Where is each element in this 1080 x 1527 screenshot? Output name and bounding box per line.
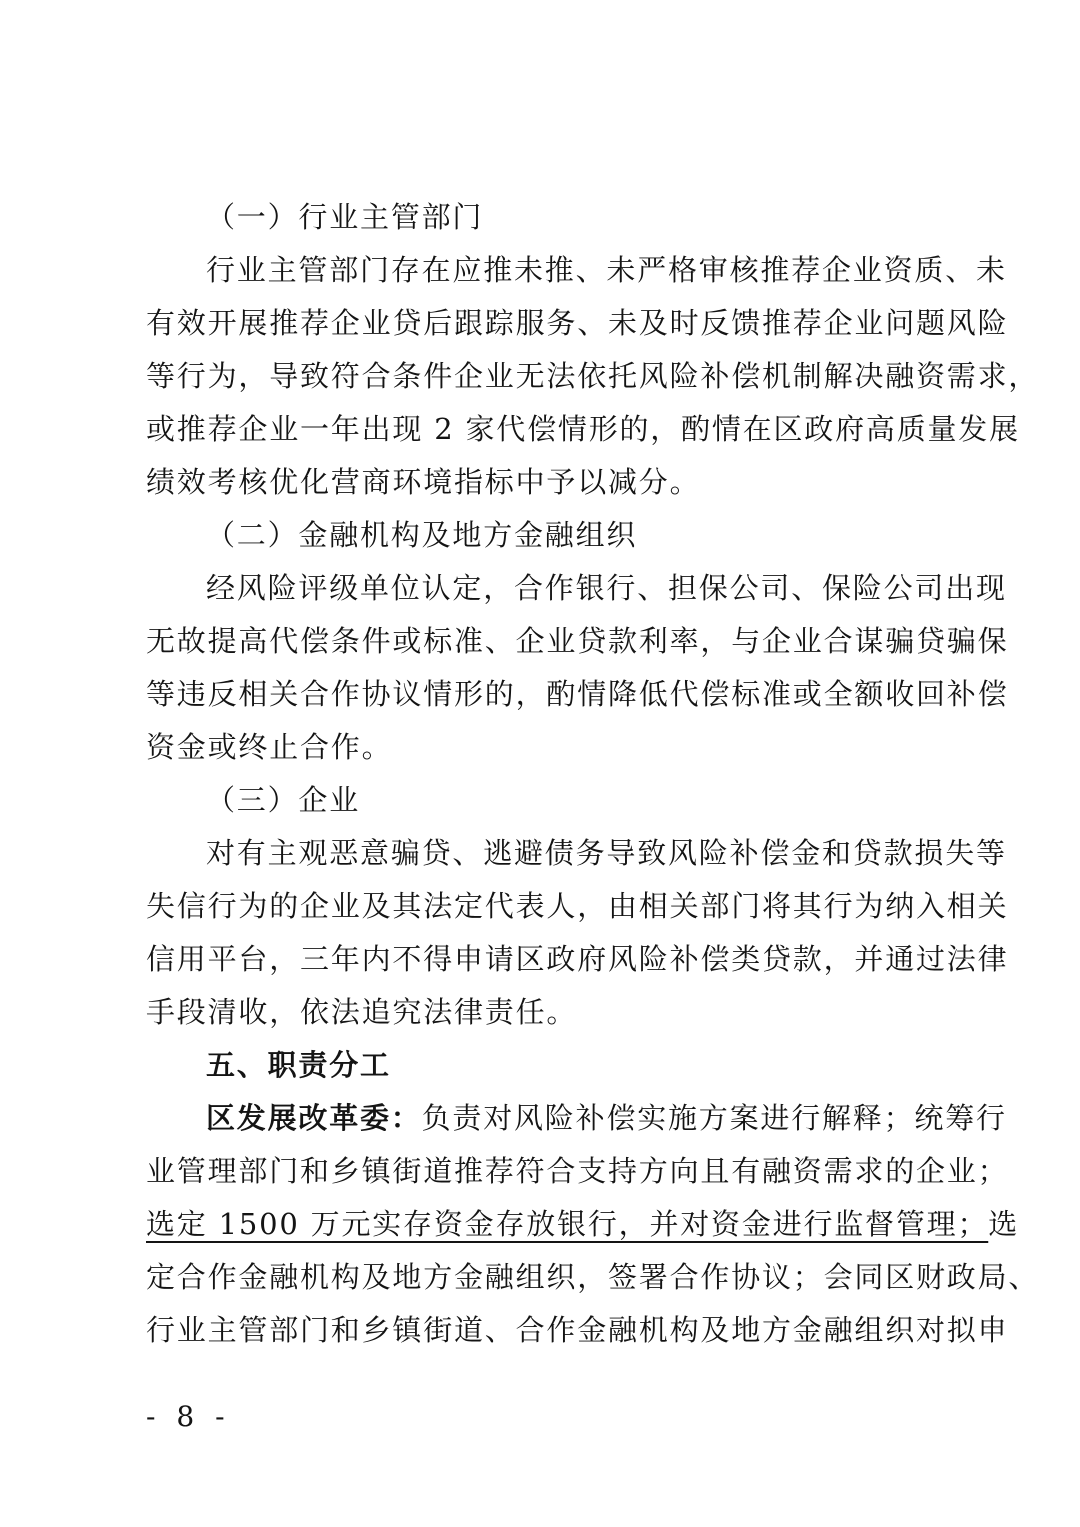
paragraph-line: 或推荐企业一年出现 2 家代偿情形的，酌情在区政府高质量发展 — [146, 412, 1020, 446]
paragraph-line: 等违反相关合作协议情形的，酌情降低代偿标准或全额收回补偿 — [146, 677, 1009, 711]
paragraph-line: 资金或终止合作。 — [146, 730, 393, 764]
paragraph-line: 等行为，导致符合条件企业无法依托风险补偿机制解决融资需求， — [146, 359, 1040, 393]
department-name: 区发展改革委： — [206, 1101, 422, 1135]
paragraph-text: 选 — [988, 1207, 1020, 1241]
section-heading-industry-dept: （一）行业主管部门 — [206, 200, 484, 234]
paragraph-line: 无故提高代偿条件或标准、企业贷款利率，与企业合谋骗贷骗保 — [146, 624, 1009, 658]
paragraph-text: 负责对风险补偿实施方案进行解释；统筹行 — [421, 1101, 1007, 1135]
paragraph-line: 行业主管部门和乡镇街道、合作金融机构及地方金融组织对拟申 — [146, 1313, 1009, 1347]
chapter-heading-responsibilities: 五、职责分工 — [206, 1048, 391, 1082]
paragraph-line: 行业主管部门存在应推未推、未严格审核推荐企业资质、未 — [206, 253, 1007, 287]
paragraph-line: 定合作金融机构及地方金融组织，签署合作协议；会同区财政局、 — [146, 1260, 1040, 1294]
underlined-text: 选定 1500 万元实存资金存放银行，并对资金进行监督管理； — [146, 1207, 989, 1241]
paragraph-line: 信用平台，三年内不得申请区政府风险补偿类贷款，并通过法律 — [146, 942, 1009, 976]
paragraph-line: 业管理部门和乡镇街道推荐符合支持方向且有融资需求的企业； — [146, 1154, 1009, 1188]
section-heading-enterprises: （三）企业 — [206, 783, 361, 817]
page-number: - 8 - — [146, 1400, 231, 1433]
paragraph-line: 手段清收，依法追究法律责任。 — [146, 995, 578, 1029]
paragraph-line: 失信行为的企业及其法定代表人，由相关部门将其行为纳入相关 — [146, 889, 1009, 923]
paragraph-line: 对有主观恶意骗贷、逃避债务导致风险补偿金和贷款损失等 — [206, 836, 1007, 870]
paragraph-line: 经风险评级单位认定，合作银行、担保公司、保险公司出现 — [206, 571, 1007, 605]
paragraph-line: 有效开展推荐企业贷后跟踪服务、未及时反馈推荐企业问题风险 — [146, 306, 1009, 340]
section-heading-financial-institutions: （二）金融机构及地方金融组织 — [206, 518, 638, 552]
paragraph-line — [146, 1198, 1020, 1251]
document-body — [146, 191, 1040, 1357]
paragraph-line — [146, 1092, 1007, 1145]
paragraph-line: 绩效考核优化营商环境指标中予以减分。 — [146, 465, 701, 499]
